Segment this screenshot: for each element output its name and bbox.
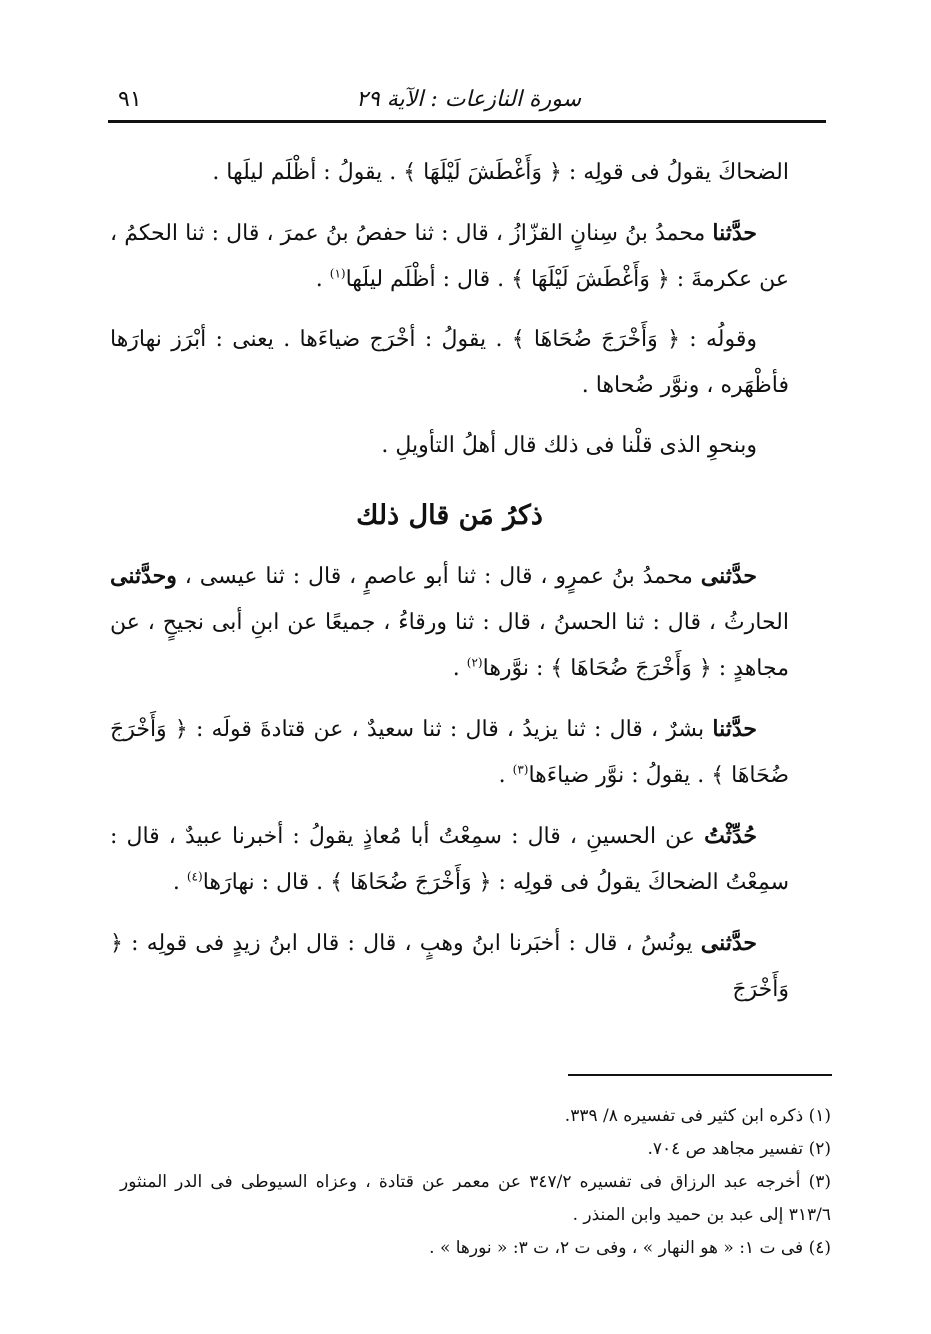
footnote-4: (٤) فى ت ١: « هو النهار » ، وفى ت ٢، ت ٣: « نورها » . [429,1238,831,1258]
paragraph-text: محمدُ بنُ سِنانٍ القزّازُ ، قال : ثنا حفصُ بنُ عمرَ ، قال : ثنا الحكمُ ، عن عكرمةَ : ﴿ وَأَغْطَشَ لَيْلَهَا ﴾ . قال : أظْلَم ليلَها [110,221,789,292]
report-end: . [172,870,187,895]
footnote-2: (٢) تفسير مجاهد ص ٧٠٤. [647,1139,831,1159]
narration-word: حدَّثنا [712,220,757,246]
footnote-ref: (١) [329,266,346,281]
narration-word: حُدِّثْتُ [704,823,757,849]
narration-word: حدَّثنى [700,563,757,589]
paragraph-text: الضحاكَ يقولُ فى قولِه : ﴿ وَأَغْطَشَ لَيْلَهَا ﴾ . يقولُ : أظْلَم ليلَها . [212,160,789,185]
narration-word: وحدَّثنى [110,563,177,589]
report-text: عن الحسينِ ، قال : سمِعْتُ أبا مُعاذٍ يقولُ : أخبرنا عبيدٌ ، قال : سمِعْتُ الضحاكَ يقولُ فى قولِه : ﴿ وَأَخْرَجَ ضُحَاهَا ﴾ . قال : نهارَها [110,824,789,895]
paragraph-2 [110,210,789,303]
footnote-1: (١) ذكره ابن كثير فى تفسيره ٨/ ٣٣٩. [564,1106,831,1126]
paragraph-1 [110,150,789,196]
report-text: بشرٌ ، قال : ثنا يزيدُ ، قال : ثنا سعيدٌ ، عن قتادةَ قولَه : ﴿ وَأَخْرَجَ ضُحَاهَا ﴾ . يقولُ : نوَّر ضياءَها [110,717,789,788]
paragraph-3 [110,317,789,409]
paragraph-text: وقولُه : ﴿ وَأَخْرَجَ ضُحَاهَا ﴾ . يقولُ : أخْرَج ضياءَها . يعنى : أبْرَز نهارَها فأظْهَره ، ونوَّر ضُحاها . [110,327,789,398]
report-text: محمدُ بنُ عمرٍو ، قال : ثنا أبو عاصمٍ ، قال : ثنا عيسى ، [176,564,701,589]
narration-word: حدَّثنا [712,716,757,742]
report-end: . [498,763,513,788]
footnote-rule [568,1074,832,1076]
footnote-ref: (٢) [466,655,483,670]
surah-title: سورة النازعات : الآية ٢٩ [356,87,581,112]
report-1 [110,553,789,692]
footnote-ref: (٣) [512,762,529,777]
page-number: ٩١ [118,87,142,112]
paragraph-text: وبنحوِ الذى قلْنا فى ذلك قال أهلُ التأويلِ . [381,433,757,458]
report-2 [110,706,789,799]
footnote-3: (٣) أخرجه عبد الرزاق فى تفسيره ٣٤٧/٢ عن معمر عن قتادة ، وعزاه السيوطى فى الدر المنثور ٣١٣/٦ إلى عبد بن حميد وابن المنذر . [120,1172,832,1225]
paragraph-4 [110,423,789,469]
report-4 [110,920,789,1013]
running-header [110,78,826,112]
footnotes [120,1100,831,1265]
report-3 [110,813,789,906]
header-rule [108,120,826,123]
section-heading: ذكرُ مَن قال ذلك [356,500,543,531]
paragraph-end: . [315,267,330,292]
footnote-ref: (٤) [186,869,203,884]
report-text: يونُسُ ، قال : أخبَرنا ابنُ وهبٍ ، قال : قال ابنُ زيدٍ فى قولِه : ﴿ وَأَخْرَجَ [110,931,789,1002]
main-text [110,150,789,1013]
report-end: . [452,656,467,681]
narration-word: حدَّثنى [700,930,757,956]
report-text: الحارثُ ، قال : ثنا الحسنُ ، قال : ثنا ورقاءُ ، جميعًا عن ابنِ أبى نجيحٍ ، عن مجاهدٍ : ﴿ وَأَخْرَجَ ضُحَاهَا ﴾ : نوَّرها [110,610,789,681]
